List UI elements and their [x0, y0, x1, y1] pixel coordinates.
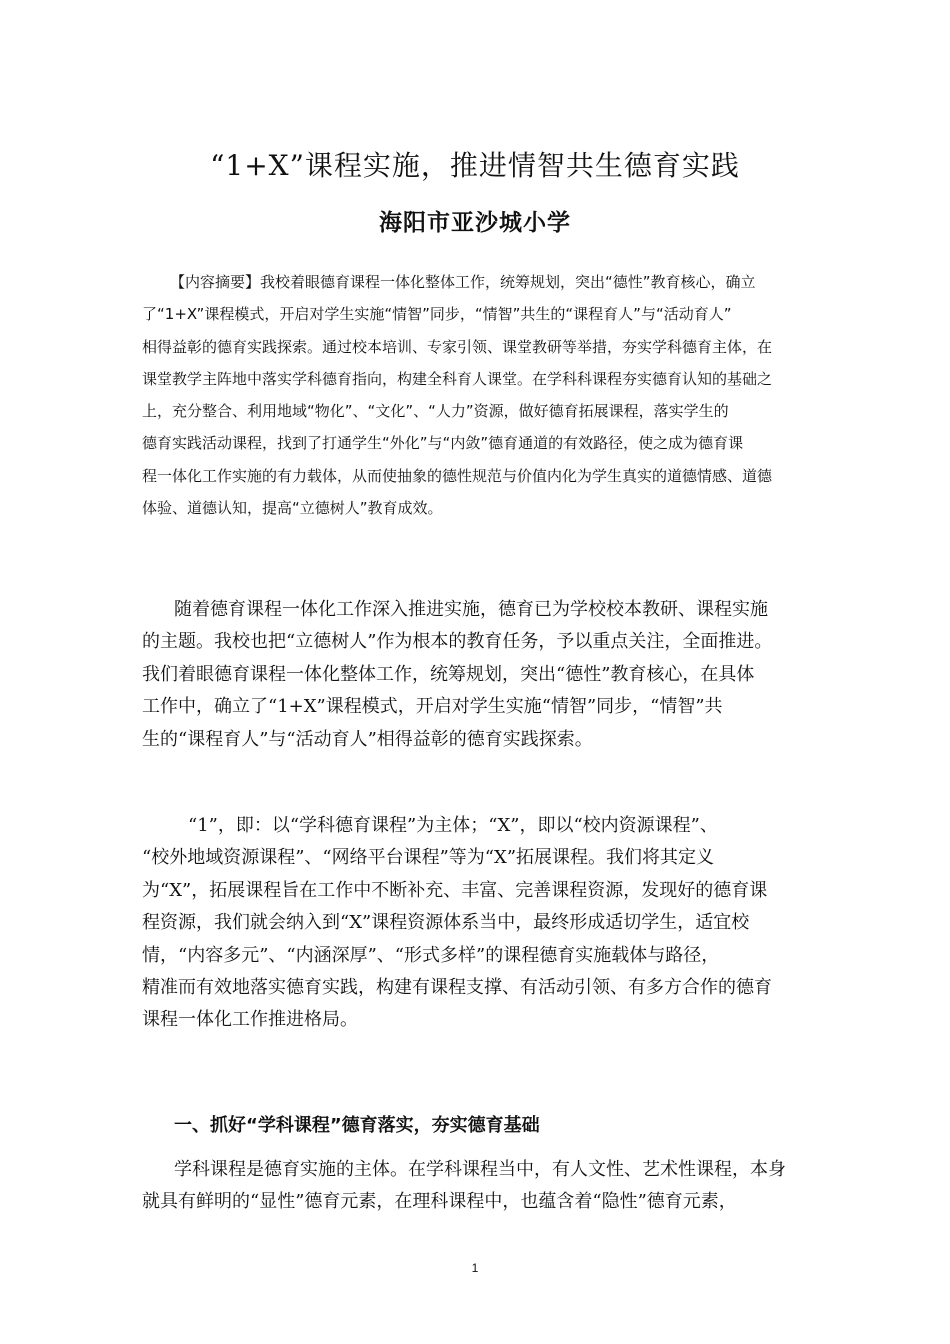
document-author: 海阳市亚沙城小学: [379, 210, 571, 236]
abstract-line: 德育实践活动课程，找到了打通学生“外化”与“内敛”德育通道的有效路径，使之成为德育课: [142, 434, 744, 453]
paragraph-line: 程资源，我们就会纳入到“X”课程资源体系当中，最终形成适切学生，适宜校: [142, 912, 750, 934]
abstract-line: 了“1+X”课程模式，开启对学生实施“情智”同步，“情智”共生的“课程育人”与“活动育人”: [142, 305, 732, 324]
paragraph-line: 就具有鲜明的“显性”德育元素，在理科课程中，也蕴含着“隐性”德育元素，: [142, 1191, 737, 1213]
abstract: [142, 266, 832, 524]
paragraph-line: 工作中，确立了“1+X”课程模式，开启对学生实施“情智”同步，“情智”共: [142, 696, 723, 718]
abstract-line: 课堂教学主阵地中落实学科德育指向，构建全科育人课堂。在学科科课程夯实德育认知的基础之: [142, 369, 773, 388]
abstract-line: 程一体化工作实施的有力载体，从而使抽象的德性规范与价值内化为学生真实的道德情感、道德: [142, 466, 773, 485]
section-heading-1: 一、抓好“学科课程”德育落实，夯实德育基础: [174, 1115, 540, 1136]
paragraph-line: “校外地域资源课程”、“网络平台课程”等为“X”拓展课程。我们将其定义: [142, 847, 715, 869]
body-paragraph-2: [142, 810, 842, 1037]
paragraph-line: 生的“课程育人”与“活动育人”相得益彰的德育实践探索。: [142, 728, 593, 750]
body-paragraph-1: [142, 594, 842, 756]
abstract-line: 相得益彰的德育实践探索。通过校本培训、专家引领、课堂教研等举措，夯实学科德育主体，在: [142, 337, 773, 356]
paragraph-line: 情，“内容多元”、“内涵深厚”、“形式多样”的课程德育实施载体与路径，: [142, 944, 720, 966]
paragraph-line: “1”，即：以“学科德育课程”为主体；“X”，即以“校内资源课程”、: [188, 815, 718, 836]
paragraph-line: 课程一体化工作推进格局。: [142, 1009, 358, 1031]
paragraph-line: 为“X”，拓展课程旨在工作中不断补充、丰富、完善课程资源，发现好的德育课: [142, 879, 768, 901]
abstract-line: 体验、道德认知，提高“立德树人”教育成效。: [142, 499, 443, 518]
document-title: “1+X”课程实施，推进情智共生德育实践: [210, 149, 740, 182]
paragraph-line: 我们着眼德育课程一体化整体工作，统筹规划，突出“德性”教育核心，在具体: [142, 663, 755, 685]
abstract-line: 上，充分整合、利用地域“物化”、“文化”、“人力”资源，做好德育拓展课程，落实学生的: [142, 402, 729, 421]
paragraph-line: 的主题。我校也把“立德树人”作为根本的教育任务，予以重点关注，全面推进。: [142, 631, 773, 653]
paragraph-line: 随着德育课程一体化工作深入推进实施，德育已为学校校本教研、课程实施: [174, 599, 768, 620]
paragraph-line: 学科课程是德育实施的主体。在学科课程当中，有人文性、艺术性课程，本身: [174, 1159, 786, 1180]
page-number: 1: [471, 1261, 479, 1275]
abstract-line: 【内容摘要】我校着眼德育课程一体化整体工作，统筹规划，突出“德性”教育核心，确立: [170, 273, 756, 291]
paragraph-line: 精准而有效地落实德育实践，构建有课程支撑、有活动引领、有多方合作的德育: [142, 976, 772, 998]
body-paragraph-3: [142, 1154, 842, 1219]
